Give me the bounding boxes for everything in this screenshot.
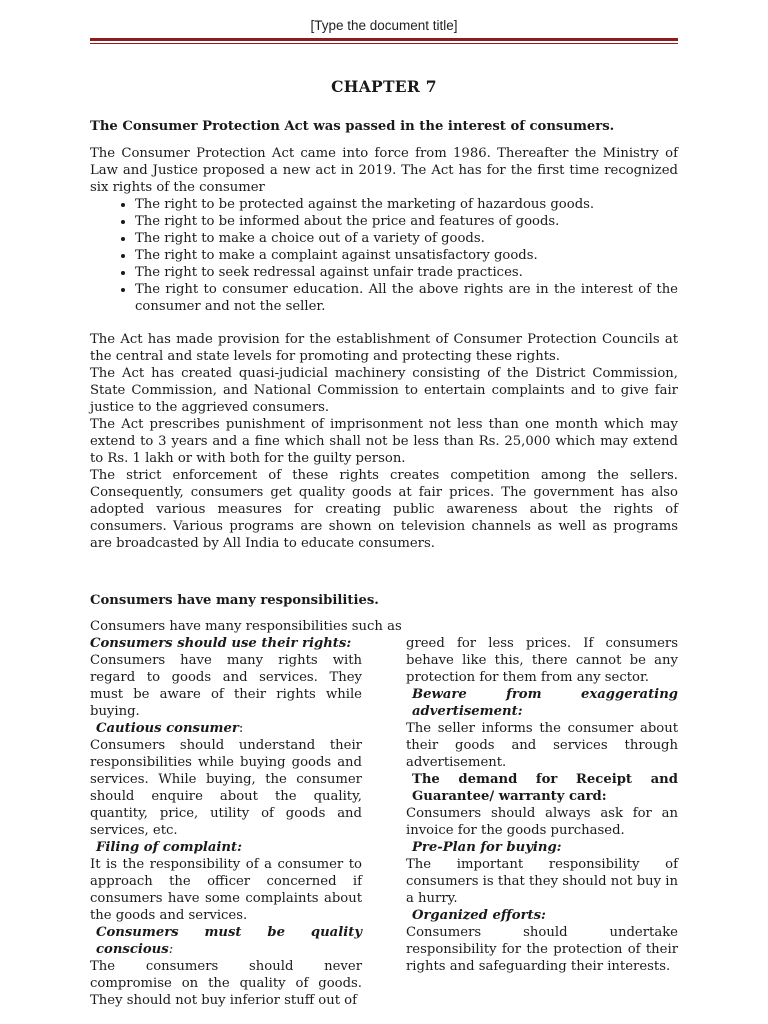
paragraph-machinery: The Act has created quasi-judicial machinery consisting of the District Commission, State Commission, and National Commission to entertain complaints and to give fair justice to the aggrieved consumers.: [90, 366, 678, 415]
text-use-rights: Consumers have many rights with regard to goods and services. They must be aware of their rights while buying.: [90, 653, 362, 719]
spacer: [90, 315, 678, 331]
text-quality-conscious: The consumers should never compromise on the quality of goods. They should not buy inferior stuff out of: [90, 959, 362, 1008]
subheading-quality-colon: :: [168, 942, 174, 957]
subheading-use-rights: Consumers should use their rights:: [90, 636, 352, 651]
text-filing-complaint: It is the responsibility of a consumer to approach the officer concerned if consumers have some complaints about the goods and services.: [90, 857, 362, 923]
list-item: • The right to be informed about the price and features of goods.: [135, 213, 678, 230]
subheading-quality-conscious: [90, 924, 362, 958]
text-quality-continued: greed for less prices. If consumers behave like this, there cannot be any protection for them from any sector.: [406, 636, 678, 685]
document-body: [90, 118, 678, 1009]
list-item: • The right to be protected against the marketing of hazardous goods.: [135, 196, 678, 213]
responsibilities-columns: [90, 635, 678, 1009]
document-title-placeholder: [Type the document title]: [310, 18, 458, 33]
subheading-receipt-guarantee: The demand for Receipt and Guarantee/ warranty card:: [412, 772, 678, 804]
section1-heading: The Consumer Protection Act was passed in the interest of consumers.: [90, 119, 615, 134]
section1-intro: The Consumer Protection Act came into force from 1986. Thereafter the Ministry of Law and Justice proposed a new act in 2019. The Act has for the first time recognized six rights of the consumer: [90, 146, 678, 195]
consumer-rights-list: [90, 196, 678, 315]
text-organized-efforts: Consumers should undertake responsibility for the protection of their rights and safeguarding their interests.: [406, 925, 678, 974]
paragraph-punishment: The Act prescribes punishment of imprisonment not less than one month which may extend to 3 years and a fine which shall not be less than Rs. 25,000 which may extend to Rs. 1 lakh or with both for the guilty person.: [90, 417, 678, 466]
paragraph-enforcement: The strict enforcement of these rights creates competition among the sellers. Consequently, consumers get quality goods at fair prices. The government has also adopted various measures for creating public awareness about the rights of consumers. Various programs are shown on television channels as well as programs are broadcasted by All India to educate consumers.: [90, 468, 678, 551]
list-item: • The right to consumer education. All the above rights are in the interest of the consumer and not the seller.: [135, 281, 678, 315]
header-rule-thin: [90, 43, 678, 44]
chapter-heading: CHAPTER 7: [331, 77, 437, 96]
list-item: • The right to make a choice out of a variety of goods.: [135, 230, 678, 247]
left-column: [90, 635, 362, 1009]
text-receipt-guarantee: Consumers should always ask for an invoice for the goods purchased.: [406, 806, 678, 838]
text-advertisement: The seller informs the consumer about their goods and services through advertisement.: [406, 721, 678, 770]
subheading-pre-plan: Pre-Plan for buying:: [412, 840, 562, 855]
subheading-filing-complaint: Filing of complaint:: [96, 840, 242, 855]
subheading-quality-label: Consumers must be quality conscious: [96, 925, 362, 957]
subheading-organized-efforts: Organized efforts:: [412, 908, 546, 923]
text-pre-plan: The important responsibility of consumers is that they should not buy in a hurry.: [406, 857, 678, 906]
subheading-cautious-label: Cautious consumer: [96, 721, 239, 736]
header-rule-thick: [90, 38, 678, 41]
list-item: • The right to make a complaint against unsatisfactory goods.: [135, 247, 678, 264]
subheading-advertisement: Beware from exaggerating advertisement:: [412, 687, 678, 719]
list-item: • The right to seek redressal against unfair trade practices.: [135, 264, 678, 281]
right-column: [406, 635, 678, 1009]
section2-intro: Consumers have many responsibilities such as: [90, 619, 402, 634]
paragraph-councils: The Act has made provision for the establishment of Consumer Protection Councils at the central and state levels for promoting and protecting these rights.: [90, 332, 678, 364]
text-cautious-consumer: Consumers should understand their responsibilities while buying goods and services. While buying, the consumer should enquire about the quality, quantity, price, utility of goods and services, etc.: [90, 738, 362, 838]
subheading-cautious-colon: :: [238, 721, 244, 736]
subheading-cautious-consumer: [90, 720, 362, 737]
section2-heading: Consumers have many responsibilities.: [90, 593, 379, 608]
